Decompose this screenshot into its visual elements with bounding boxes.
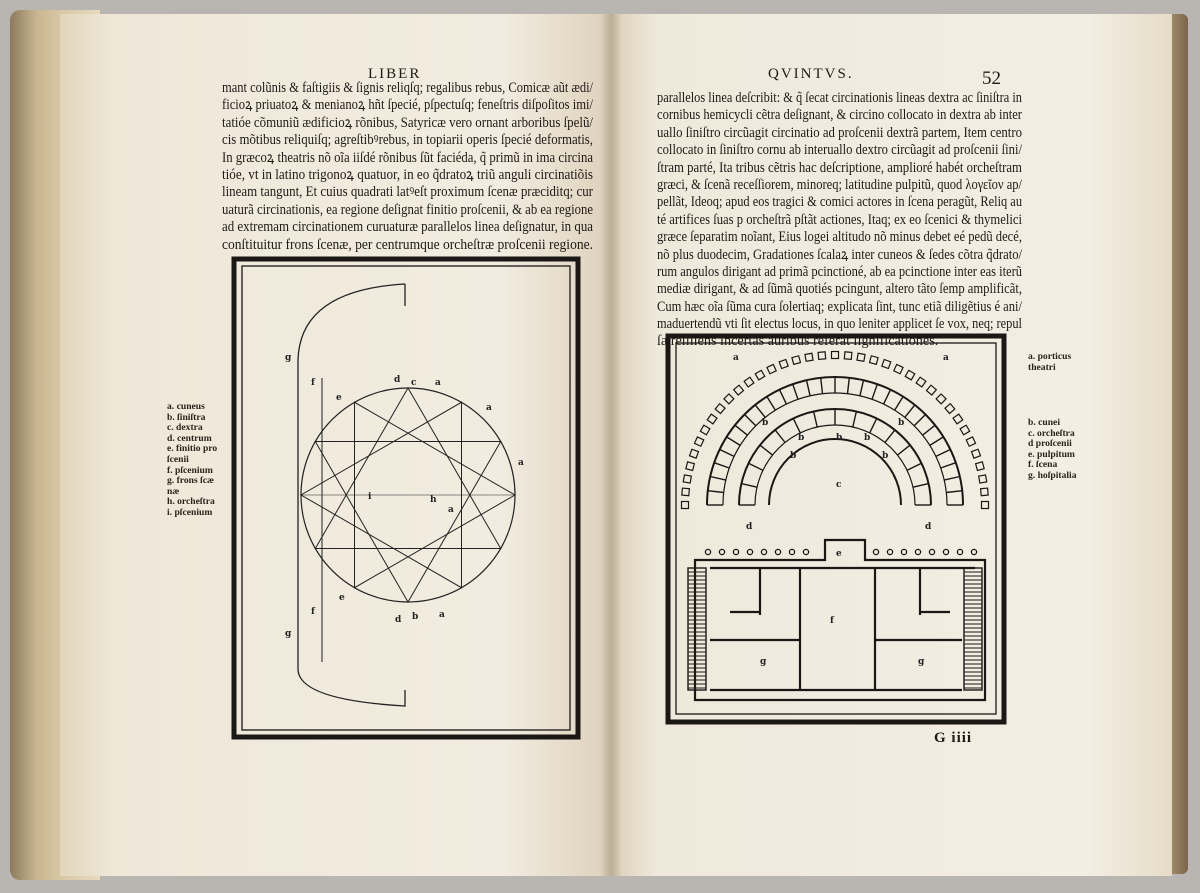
diagram-label: h [430,495,437,505]
portico-column [870,356,879,365]
portico-column [805,353,813,361]
cuneus-divider [870,419,877,433]
text-line: mediæ dirigant, & ad ſũmã quotiés pcingunt, altero tãto ſemp amplificãt, [657,281,1023,298]
portico-column [767,364,776,373]
portico-column [818,352,826,360]
text-line: conſtituitur frons ſcenæ, per centrumque orcheſtræ proſcenii regione. [222,236,594,253]
seat-divider [895,397,904,411]
legend-item: d. centrum [167,432,212,444]
portico-column [894,364,903,373]
portico-column [682,488,690,496]
portico-column [779,360,788,369]
column [733,549,738,554]
plan-label: c [836,480,842,490]
portico-column [694,437,703,446]
plan-label: b [836,433,843,443]
text-line: cornibus hemicycli cẽtra deſignant, & circino collocato in dextra ab inter [657,107,1022,124]
portico-column [857,353,865,361]
seat-divider [714,463,729,468]
portico-column [683,475,691,483]
plan-label: b [898,418,905,428]
diagram-label: c [411,378,417,388]
seat-divider [720,450,734,457]
column [761,549,766,554]
text-line: tatióe cõmuniũ ædificioꝝ rõnibus, Satyricæ vero ornant arboribus ſpelũ/ [222,114,594,131]
column [887,549,892,554]
legend-item: f. pſcenium [167,464,213,476]
seat-divider [745,415,756,426]
column [971,549,976,554]
portico-column [744,377,754,387]
plan-label: b [790,451,797,461]
legend-item: c. orcheſtra [1028,427,1075,439]
portico-column [734,385,744,395]
cuneus-divider [814,411,818,427]
text-line: Cum hæc oĩa ſũma cura ſolertiaq; explicata ſint, tunc etiã diligẽtius é ani/ [657,298,1022,315]
diagram-label: g [285,629,292,639]
diagram-label: b [412,612,419,622]
portico-column [936,394,946,404]
column [901,549,906,554]
text-line: ficioꝝ priuatoꝝ & menianoꝝ hñt ſpecié, pſpectuſq; feneſtris diſpoſitos imi/ [222,97,593,114]
seat-divider [735,425,748,435]
portico-column [844,352,852,360]
diagram-label: i [368,492,372,502]
seat-divider [872,384,877,399]
seat-divider [727,437,741,446]
seat-divider [930,437,944,446]
portico-column [686,462,695,471]
signature-mark: G iiii [934,730,973,746]
column [957,549,962,554]
legend-item: b. cunei [1028,417,1060,428]
portico-column [981,488,989,496]
cuneus-divider [793,419,800,433]
diagram-label: d [395,615,402,625]
column [929,549,934,554]
legend-item: c. dextra [167,422,203,434]
column [915,549,920,554]
portico-column [905,370,915,380]
cuneus-divider [775,430,785,443]
column [705,549,710,554]
portico-column [832,352,839,359]
seat-divider [767,397,776,411]
cuneus-divider [885,430,895,443]
portico-column [882,360,891,369]
seat-divider [860,380,864,396]
column [789,549,794,554]
column [873,549,878,554]
seat-divider [923,425,936,435]
seat-divider [708,491,724,493]
portico-column [979,475,987,483]
legend-item: a. porticus [1028,351,1072,362]
seat-divider [944,477,960,481]
text-line: pellãt, Ideoq; apud eos tragici & comici actores in ſcena peragũt, Reliq au [657,194,1023,211]
text-line: græce ſeparatim noĩant, Eius logei altitudo nõ minus debet eé pedũ decé, [657,229,1022,246]
seating-ring [769,439,901,505]
plan-label: b [762,418,769,428]
text-line: nõ plus duodecim, Gradationes ſcalaꝝ inter cuneos & ſedes cõtra q̃drato/ [657,246,1023,263]
portico-column [700,425,710,435]
legend-item: i. pſcenium [167,506,213,518]
diagram-label: f [311,607,315,617]
scene-building [695,540,985,700]
cuneus-divider [760,445,773,455]
legend-item: e. pulpitum [1028,448,1075,460]
text-line: té artifices ſuas p orcheſtrã pſtãt actiones, Itaq; ex eo ſcenici & thymelici [657,211,1022,228]
portico-column [966,437,975,446]
seat-divider [884,390,891,404]
cuneus-divider [853,411,857,427]
portico-column [707,414,717,424]
portico-column [945,404,955,414]
legend-item: b. ſiniſtra [167,411,206,423]
diagram-label: d [394,375,401,385]
plan-label: g [760,657,767,667]
text-line: tióe, vt in latino trigonoꝝ quatuor, in eo q̃dratoꝝ triũ anguli circinatiõis [222,166,594,183]
running-head-left: LIBER [368,66,422,82]
legend-item: e. finitio pro [167,443,218,455]
portico-column [960,425,970,435]
portico-column [916,377,926,387]
text-line: cis mõtibus reliquiſq; agreſtibꝰrebus, in topiarii operis ſpecié deformatis, [222,132,593,149]
legend-item: h. orcheſtra [167,496,215,508]
legend-item: næ [167,485,180,497]
legend-item: a. cuneus [167,401,205,412]
text-line: parallelos linea deſcribit: & q̃ ſecat circinationis lineas dextra ac ſiniſtra in [657,90,1022,106]
column [803,549,808,554]
portico-column [982,502,989,509]
cuneus-divider [898,445,911,455]
text-line: ad extremam circinationem curuaturæ parallelos linea deſignatur, in qua [222,219,593,236]
page-number: 52 [982,68,1001,89]
diagram-label: g [285,353,292,363]
portico-column [682,502,689,509]
portico-column [926,385,936,395]
diagram-label: a [518,458,524,468]
plan-label: f [830,616,834,626]
portico-column [976,462,985,471]
text-line: rum angulos dirigant ad primã pcinctioné, ab ea pcinctione inter eas iterũ [657,263,1023,280]
side-stairs [688,568,982,690]
diagram-label: e [336,393,342,403]
plan-label: d [925,522,932,532]
legend-item: d proſcenii [1028,438,1072,450]
portico-column [715,404,725,414]
diagram-label: a [486,403,492,413]
legend-item: ſcenii [167,453,189,465]
seat-divider [755,405,765,418]
seat-divider [710,477,726,481]
plan-label: e [836,549,842,559]
portico-column [972,449,981,458]
portico-column [690,449,699,458]
diagram-label: a [439,610,445,620]
plan-label: b [864,433,871,443]
diagram-label: e [339,593,345,603]
text-line: uallo ſiniſtro circũagit circinatio ad proſcenii dextrã partem, Item centro [657,124,1022,141]
seat-divider [905,405,915,418]
plan-diagram-labels [733,353,949,667]
seating-hemicycle [682,352,989,509]
seat-divider [914,415,925,426]
text-line: ſa reſiliens incertas auribus referat ſignificationes. [657,333,939,350]
seat-divider [936,450,950,457]
plan-label: g [918,657,925,667]
seat-divider [780,390,787,404]
text-line: maduertendũ vti ſit electus locus, in quo leniter applicet ſe vox, neq; repul [657,316,1022,333]
seating-ring [755,425,915,505]
seat-divider [807,380,811,396]
legend-item: g. hoſpitalia [1028,469,1077,481]
diagram-label: a [435,378,441,388]
plan-label: b [882,451,889,461]
text-line: lineam tangunt, Et cuius quadrati latꝰeſt proximum ſcenæ præciditq; cur [222,184,593,201]
plan-label: d [746,522,753,532]
text-line: collocato in ſiniſtro cornu ab interuallo dextro circũagit ad proſcenii ſini/ [657,142,1022,159]
plan-label: a [943,353,949,363]
text-line: ſtram parté, Ita tribus cẽtris hac deſcriptione, amplioré habét orcheſtram [657,159,1022,176]
seat-divider [821,378,823,394]
cuneus-divider [907,463,921,470]
column [775,549,780,554]
portico-column [953,414,963,424]
plan-label: b [798,433,805,443]
column [943,549,948,554]
legend-item: f. ſcena [1028,459,1058,471]
cuneus-divider [741,484,757,488]
plan-label: a [733,353,739,363]
text-line: mant colũnis & faſtigiis & ſignis reliqſq; regalibus rebus, Comicæ aũt ædi/ [222,80,594,96]
seat-divider [946,491,962,493]
text-line: In græcoꝝ theatris nõ oĩa iiſdé rõnibus ſũt faciéda, q̃ primũ in ima circina [222,149,593,166]
seat-divider [848,378,850,394]
legend-item: g. frons ſcæ [167,475,214,487]
diagram-label: f [311,378,315,388]
portico-column [755,370,765,380]
seat-divider [941,463,956,468]
seat-divider [793,384,798,399]
cuneus-divider [913,484,929,488]
diagram-label: a [448,505,454,515]
legend-item: theatri [1028,361,1056,373]
portico-column [792,356,801,365]
cuneus-divider [749,463,763,470]
text-line: græci, & ſcenã receſſiorem, minoreq; latitudine pulpitũ, quod λογεῖον ap/ [657,176,1022,193]
text-line: uaturã circinationis, ea regione deſignat finitio proſcenii, & ab ea regione [222,201,593,218]
running-head-right: QVINTVS. [768,66,854,82]
plan-frame-outer [668,336,1004,722]
column [719,549,724,554]
column [747,549,752,554]
portico-column [724,394,734,404]
seating-ring [707,377,963,505]
